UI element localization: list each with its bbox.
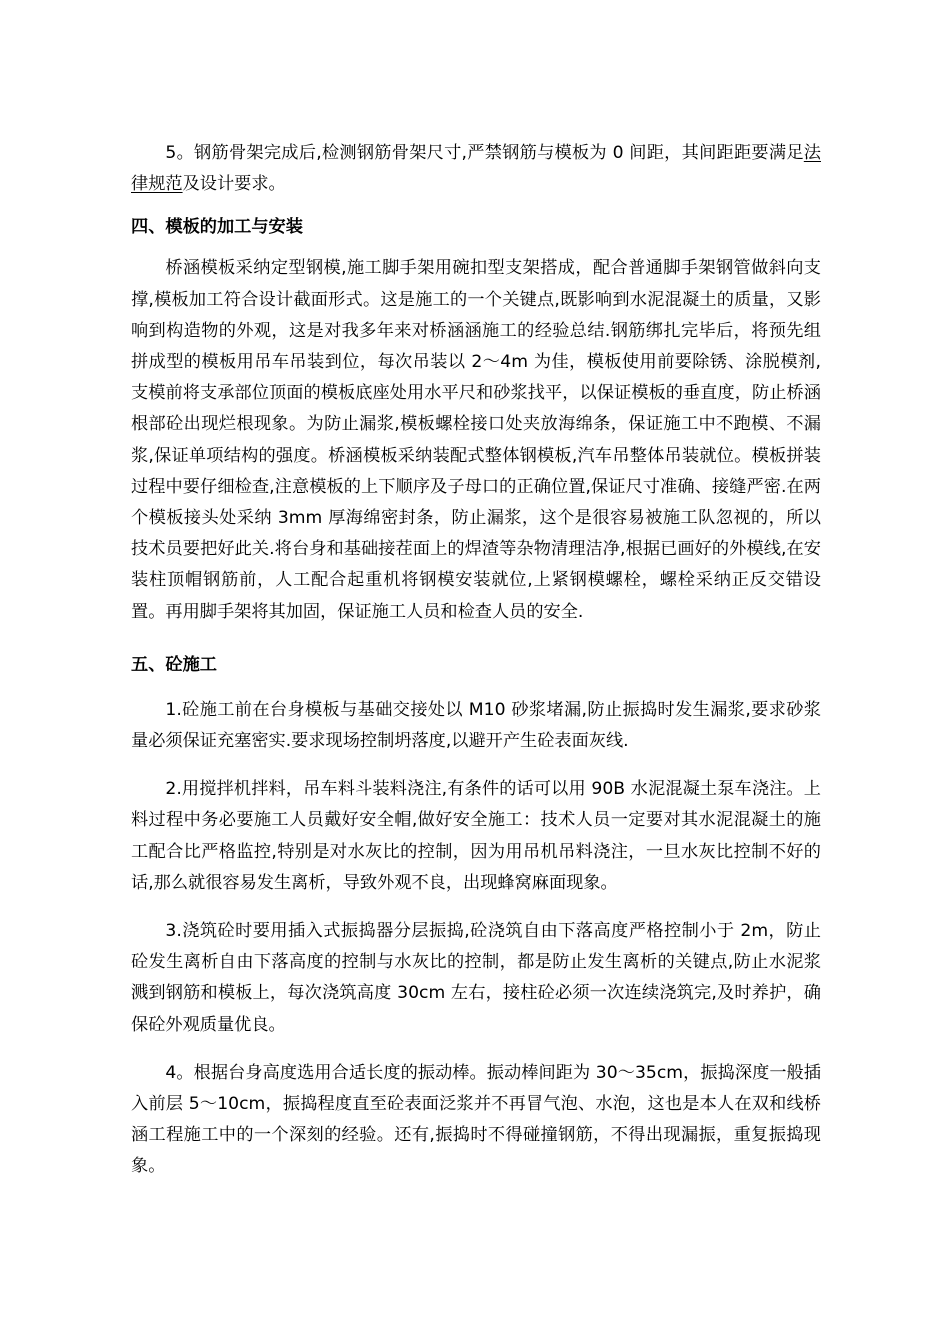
concrete-item-3: 3.浇筑砼时要用插入式振捣器分层振捣,砼浇筑自由下落高度严格控制小于 2m，防止砼发生离析自由下落高度的控制与水灰比的控制，都是防止发生离析的关键点,防止水泥浆溅到钢筋和模板上，每次浇筑高度 30cm 左右，接柱砼必须一次连续浇筑完,及时养护，确保砼外观质量优良。 xyxy=(131,921,821,1035)
rebar-cage-text: 5。钢筋骨架完成后,检测钢筋骨架尺寸,严禁钢筋与模板为 0 间距，其间距距要满足 xyxy=(165,143,804,163)
regulations-link[interactable]: 法律规范 xyxy=(131,143,821,195)
document-page xyxy=(131,138,821,1183)
rebar-cage-text-end: 及设计要求。 xyxy=(182,174,286,195)
concrete-item-1: 1.砼施工前在台身模板与基础交接处以 M10 砂浆堵漏,防止振捣时发生漏浆,要求砂浆量必须保证充塞密实.要求现场控制坍落度,以避开产生砼表面灰线. xyxy=(131,699,821,752)
section-heading-concrete: 五、砼施工 xyxy=(131,654,217,675)
concrete-item-4: 4。根据台身高度选用合适长度的振动棒。振动棒间距为 30～35cm，振捣深度一般插入前层 5～10cm，振捣程度直至砼表面泛浆并不再冒气泡、水泡，这也是本人在双和线桥涵工程施工中的一个深刻的经验。还有,振捣时不得碰撞钢筋，不得出现漏振，重复振捣现象。 xyxy=(131,1062,821,1177)
section-heading-formwork: 四、模板的加工与安装 xyxy=(131,217,303,238)
rebar-cage-paragraph xyxy=(131,138,821,200)
formwork-paragraph: 桥涵模板采纳定型钢模,施工脚手架用碗扣型支架搭成，配合普通脚手架钢管做斜向支撑,模板加工符合设计截面形式。这是施工的一个关键点,既影响到水泥混凝土的质量，又影响到构造物的外观，这是对我多年来对桥涵涵施工的经验总结.钢筋绑扎完毕后，将预先组拼成型的模板用吊车吊装到位，每次吊装以 2～4m 为佳，模板使用前要除锈、涂脱模剂,支模前将支承部位顶面的模板底座处用水平尺和砂浆找平，以保证模板的垂直度，防止桥涵根部砼出现烂根现象。为防止漏浆,模板螺栓接口处夹放海绵条，保证施工中不跑模、不漏浆,保证单项结构的强度。桥涵模板采纳装配式整体钢模板,汽车吊整体吊装就位。模板拼装过程中要仔细检查,注意模板的上下顺序及子母口的正确位置,保证尺寸准确、接缝严密.在两个模板接头处采纳 3mm 厚海绵密封条，防止漏浆，这个是很容易被施工队忽视的，所以技术员要把好此关.将台身和基础接茬面上的焊渣等杂物清理洁净,根据已画好的外模线,在安装柱顶帽钢筋前，人工配合起重机将钢模安装就位,上紧钢模螺栓，螺栓采纳正反交错设置。再用脚手架将其加固，保证施工人员和检查人员的安全. xyxy=(131,258,821,622)
concrete-item-2: 2.用搅拌机拌料，吊车料斗装料浇注,有条件的话可以用 90B 水泥混凝土泵车浇注。上料过程中务必要施工人员戴好安全帽,做好安全施工：技术人员一定要对其水泥混凝土的施工配合比严格监控,特别是对水灰比的控制，因为用吊机吊料浇注，一旦水灰比控制不好的话,那么就很容易发生离析，导致外观不良，出现蜂窝麻面现象。 xyxy=(131,779,821,893)
